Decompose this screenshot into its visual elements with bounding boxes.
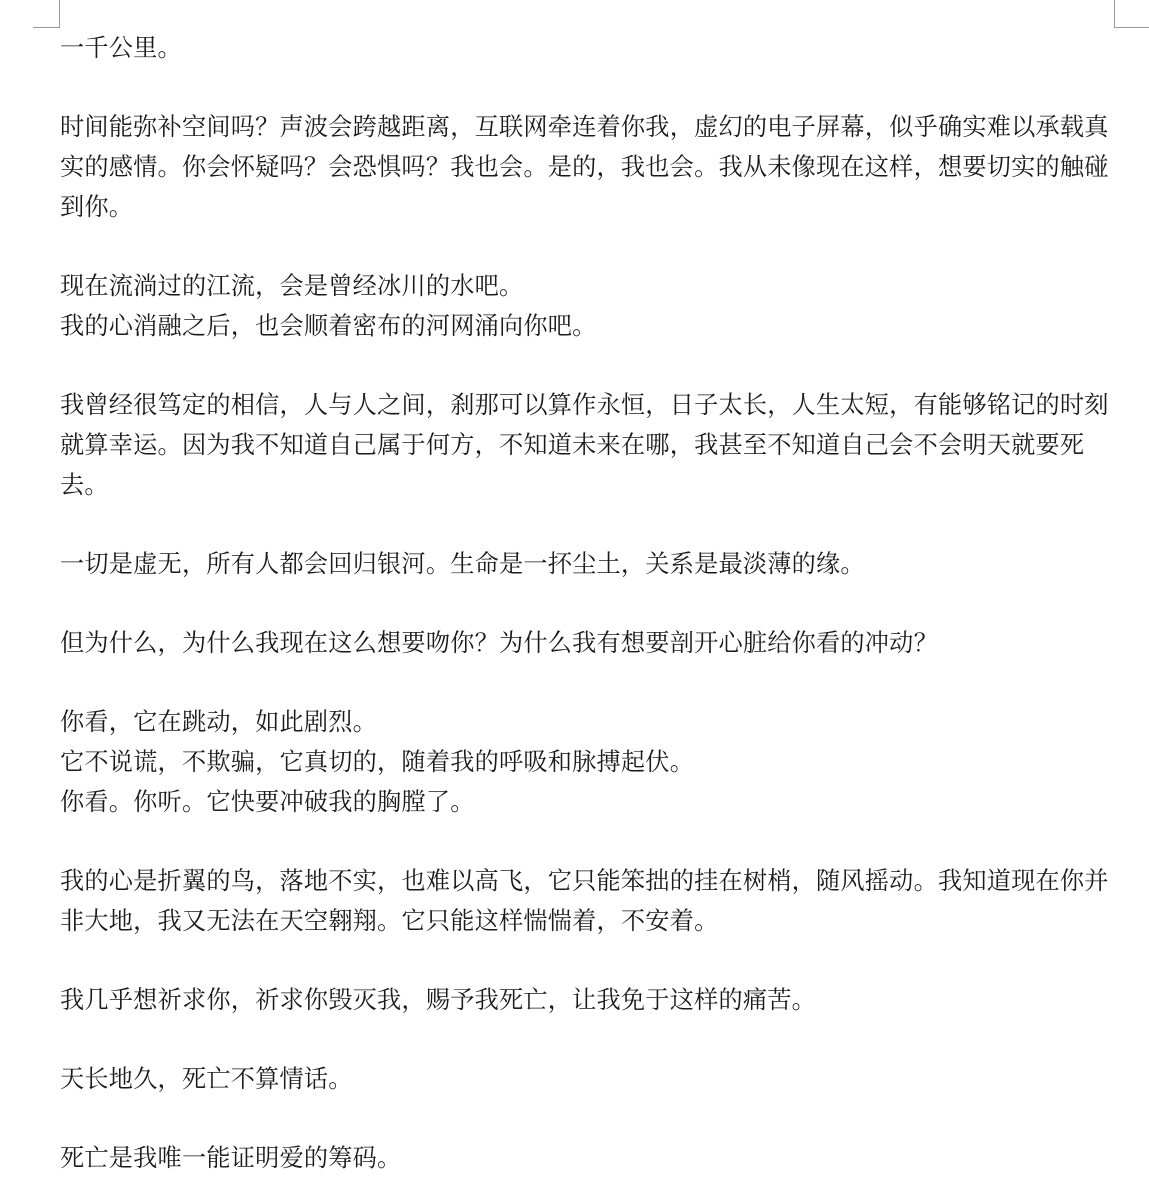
crop-mark-top-right-vertical (1114, 0, 1115, 27)
text-line: 它不说谎，不欺骗，它真切的，随着我的呼吸和脉搏起伏。 (60, 748, 695, 776)
paragraph (60, 385, 1116, 505)
crop-mark-top-left-vertical (59, 0, 60, 27)
paragraph (60, 702, 1116, 822)
paragraph (60, 266, 1116, 346)
paragraph (60, 28, 1116, 68)
text-line: 你看，它在跳动，如此剧烈。 (60, 708, 378, 736)
text-line: 我几乎想祈求你，祈求你毁灭我，赐予我死亡，让我免于这样的痛苦。 (60, 986, 817, 1014)
paragraph (60, 544, 1116, 584)
text-line: 天长地久，死亡不算情话。 (60, 1065, 353, 1093)
text-line: 现在流淌过的江流，会是曾经冰川的水吧。 (60, 272, 524, 300)
paragraph (60, 861, 1116, 941)
text-line: 我曾经很笃定的相信，人与人之间，刹那可以算作永恒，日子太长，人生太短，有能够铭记的时刻就算幸运。因为我不知道自己属于何方，不知道未来在哪，我甚至不知道自己会不会明天就要死去。 (60, 391, 1109, 499)
text-line: 时间能弥补空间吗？声波会跨越距离，互联网牵连着你我，虚幻的电子屏幕，似乎确实难以承载真实的感情。你会怀疑吗？会恐惧吗？我也会。是的，我也会。我从未像现在这样，想要切实的触碰到你。 (60, 113, 1109, 221)
paragraph (60, 107, 1116, 227)
text-line: 我的心是折翼的鸟，落地不实，也难以高飞，它只能笨拙的挂在树梢，随风摇动。我知道现在你并非大地，我又无法在天空翱翔。它只能这样惴惴着，不安着。 (60, 867, 1109, 935)
paragraph (60, 623, 1116, 663)
text-line: 但为什么，为什么我现在这么想要吻你？为什么我有想要剖开心脏给你看的冲动？ (60, 629, 938, 657)
crop-mark-top-right-horizontal (1114, 27, 1149, 28)
crop-mark-top-left-horizontal (33, 27, 60, 28)
paragraph (60, 1138, 1116, 1178)
text-line: 你看。你听。它快要冲破我的胸膛了。 (60, 788, 475, 816)
text-line: 一切是虚无，所有人都会回归银河。生命是一抔尘土，关系是最淡薄的缘。 (60, 550, 865, 578)
text-line: 我的心消融之后，也会顺着密布的河网涌向你吧。 (60, 312, 597, 340)
text-line: 死亡是我唯一能证明爱的筹码。 (60, 1144, 402, 1172)
text-line: 一千公里。 (60, 34, 182, 62)
paragraph (60, 1059, 1116, 1099)
paragraph (60, 980, 1116, 1020)
document-body[interactable] (60, 28, 1116, 1178)
